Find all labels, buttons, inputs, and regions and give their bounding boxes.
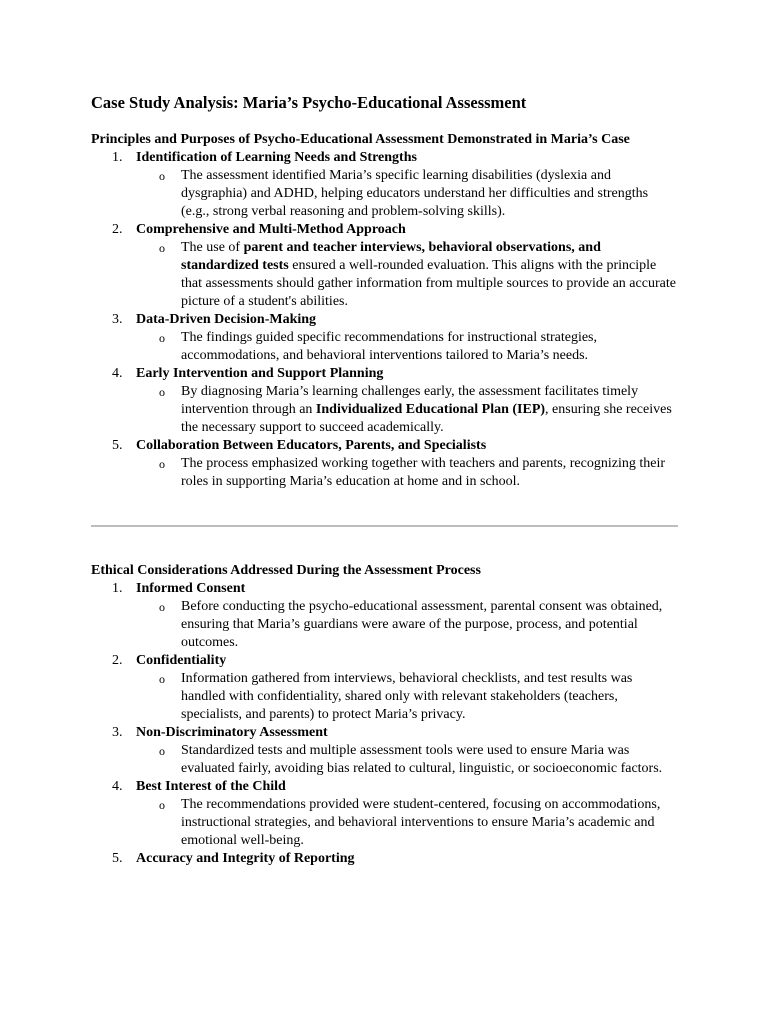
ethics-list [91,580,679,868]
sub-item-text: The findings guided specific recommendations for instructional strategies, accommodations, and behavioral interventions tailored to Maria’s needs. [181,330,597,363]
principle-item-5 [91,437,679,491]
sub-item-text: Information gathered from interviews, behavioral checklists, and test results was handled with confidentiality, shared only with relevant stakeholders (teachers, specialists, and parents) to protect Maria’s privacy. [181,671,633,722]
hollow-bullet-icon: o [159,457,165,471]
principle-item-1 [91,149,679,221]
item-number: 1. [112,581,123,596]
sub-list [136,598,679,652]
sub-item [136,796,679,850]
item-title: Confidentiality [136,653,227,668]
item-number: 5. [112,851,123,866]
item-title: Best Interest of the Child [136,779,286,794]
sub-item-text: Before conducting the psycho-educational assessment, parental consent was obtained, ensuring that Maria’s guardians were aware of the purpose, process, and potential outcomes. [181,599,663,650]
sub-list [136,167,679,221]
sub-item-text: The process emphasized working together with teachers and parents, recognizing their roles in supporting Maria’s education at home and in school. [181,456,665,489]
sub-item [136,455,679,491]
sub-list [136,239,679,311]
principles-list [91,149,679,491]
ethics-item-4 [91,778,679,850]
sub-list [136,383,679,437]
sub-item-text-after: ensured a well-rounded evaluation. This aligns with the principle that assessments should gather information from multiple sources to provide an accurate picture of a student's abilities. [181,258,676,309]
hollow-bullet-icon: o [159,331,165,345]
item-title: Collaboration Between Educators, Parents, and Specialists [136,438,487,453]
hollow-bullet-icon: o [159,385,165,399]
ethics-item-3 [91,724,679,778]
ethics-item-1 [91,580,679,652]
document-title: Case Study Analysis: Maria’s Psycho-Educational Assessment [91,93,527,112]
document-body [91,92,679,491]
horizontal-divider [91,525,678,527]
sub-item [136,167,679,221]
ethics-item-2 [91,652,679,724]
sub-item-text-before: The use of [181,240,244,255]
ethics-heading: Ethical Considerations Addressed During the Assessment Process [91,563,481,578]
hollow-bullet-icon: o [159,169,165,183]
sub-item [136,383,679,437]
sub-item [136,670,679,724]
hollow-bullet-icon: o [159,744,165,758]
sub-item-text-before: By diagnosing Maria’s learning challenges early, the assessment facilitates timely intervention through an [181,384,639,417]
item-title: Non-Discriminatory Assessment [136,725,328,740]
item-number: 5. [112,438,123,453]
item-number: 3. [112,312,123,327]
item-number: 3. [112,725,123,740]
item-title: Informed Consent [136,581,246,596]
item-title: Comprehensive and Multi-Method Approach [136,222,406,237]
sub-item-text: Standardized tests and multiple assessment tools were used to ensure Maria was evaluated fairly, avoiding bias related to cultural, linguistic, or socioeconomic factors. [181,743,663,776]
item-title: Data-Driven Decision-Making [136,312,317,327]
item-number: 4. [112,366,123,381]
ethics-section [91,562,679,868]
sub-list [136,670,679,724]
principle-item-3 [91,311,679,365]
sub-item [136,598,679,652]
sub-item-text: The recommendations provided were student-centered, focusing on accommodations, instructional strategies, and behavioral interventions to ensure Maria’s academic and emotional well-being. [181,797,661,848]
sub-list [136,796,679,850]
sub-item [136,742,679,778]
sub-list [136,329,679,365]
item-title: Early Intervention and Support Planning [136,366,384,381]
sub-item-text-bold: parent and teacher interviews, behavioral observations, and standardized tests [181,240,601,273]
sub-item-text-after: , ensuring she receives the necessary support to succeed academically. [181,402,672,435]
sub-list [136,455,679,491]
sub-item-text: The assessment identified Maria’s specific learning disabilities (dyslexia and dysgraphia) and ADHD, helping educators understand her difficulties and strengths (e.g., strong verbal reasoning and problem-solving skills). [181,168,649,219]
hollow-bullet-icon: o [159,672,165,686]
principle-item-4 [91,365,679,437]
hollow-bullet-icon: o [159,798,165,812]
sub-item-text-bold: Individualized Educational Plan (IEP) [315,402,546,417]
sub-list [136,742,679,778]
item-number: 2. [112,222,123,237]
sub-item [136,239,679,311]
principles-heading: Principles and Purposes of Psycho-Educational Assessment Demonstrated in Maria’s Case [91,132,630,147]
sub-item [136,329,679,365]
item-number: 1. [112,150,123,165]
item-number: 2. [112,653,123,668]
hollow-bullet-icon: o [159,241,165,255]
ethics-item-5 [91,850,679,868]
principle-item-2 [91,221,679,311]
item-number: 4. [112,779,123,794]
item-title: Accuracy and Integrity of Reporting [136,851,355,866]
item-title: Identification of Learning Needs and Strengths [136,150,417,165]
hollow-bullet-icon: o [159,600,165,614]
